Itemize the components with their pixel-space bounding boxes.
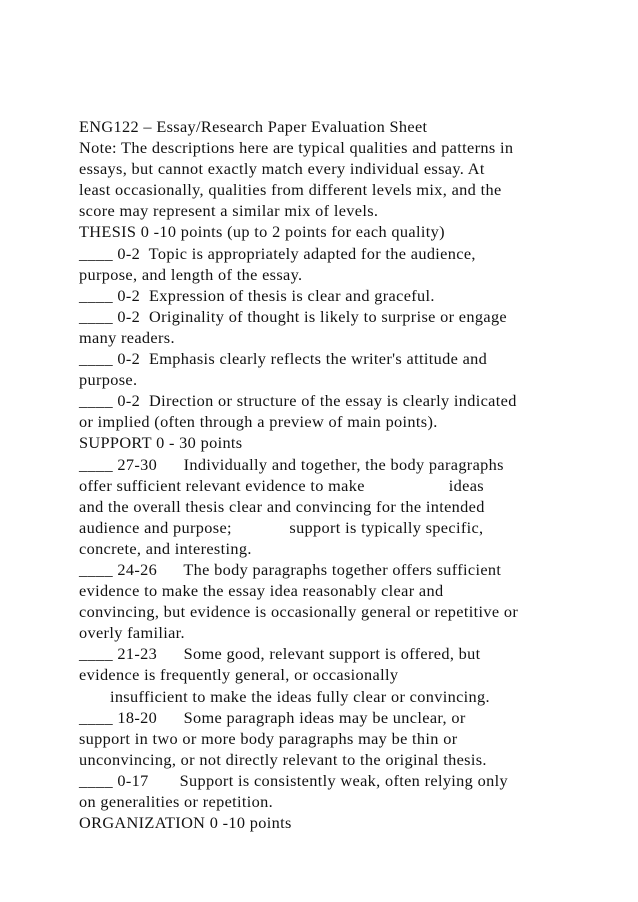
- criterion-line: ____ 0-2 Emphasis clearly reflects the writer's attitude and: [79, 349, 488, 369]
- document-body: [79, 116, 579, 833]
- criterion-line: ____ 21-23 Some good, relevant support is offered, but: [79, 644, 481, 664]
- criterion-line: unconvincing, or not directly relevant to the original thesis.: [79, 749, 487, 769]
- criterion-line: ____ 18-20 Some paragraph ideas may be unclear, or: [79, 707, 466, 727]
- note-line: least occasionally, qualities from different levels mix, and the: [79, 180, 502, 200]
- criterion-line: purpose, and length of the essay.: [79, 264, 303, 284]
- section-heading-thesis: THESIS 0 -10 points (up to 2 points for each quality): [79, 222, 445, 242]
- criterion-line: support in two or more body paragraphs may be thin or: [79, 728, 458, 748]
- criterion-line: audience and purpose; support is typically specific,: [79, 517, 484, 537]
- criterion-line: ____ 0-2 Topic is appropriately adapted for the audience,: [79, 243, 476, 263]
- criterion-line: ____ 0-2 Expression of thesis is clear and graceful.: [79, 285, 435, 305]
- criterion-line: purpose.: [79, 370, 138, 390]
- note-line: Note: The descriptions here are typical qualities and patterns in: [79, 138, 514, 158]
- document-title: ENG122 – Essay/Research Paper Evaluation Sheet: [79, 117, 428, 136]
- criterion-line: overly familiar.: [79, 623, 185, 643]
- criterion-line: concrete, and interesting.: [79, 538, 252, 558]
- criterion-line: ____ 0-17 Support is consistently weak, often relying only: [79, 770, 508, 790]
- criterion-line: convincing, but evidence is occasionally general or repetitive or: [79, 602, 519, 622]
- criterion-line: offer sufficient relevant evidence to make ideas: [79, 475, 484, 495]
- criterion-line: evidence to make the essay idea reasonably clear and: [79, 581, 444, 601]
- criterion-line: many readers.: [79, 327, 175, 347]
- section-heading-organization: ORGANIZATION 0 -10 points: [79, 813, 292, 833]
- criterion-line: or implied (often through a preview of main points).: [79, 412, 438, 432]
- criterion-line: ____ 24-26 The body paragraphs together offers sufficient: [79, 559, 502, 579]
- criterion-line: and the overall thesis clear and convincing for the intended: [79, 496, 485, 516]
- criterion-line: ____ 0-2 Direction or structure of the essay is clearly indicated: [79, 391, 517, 411]
- section-heading-support: SUPPORT 0 - 30 points: [79, 433, 243, 453]
- criterion-line: ____ 27-30 Individually and together, the body paragraphs: [79, 454, 504, 474]
- criterion-line: on generalities or repetition.: [79, 792, 274, 811]
- criterion-line: ____ 0-2 Originality of thought is likely to surprise or engage: [79, 306, 508, 326]
- note-line: score may represent a similar mix of levels.: [79, 201, 379, 221]
- note-line: essays, but cannot exactly match every individual essay. At: [79, 159, 485, 179]
- criterion-line: evidence is frequently general, or occasionally: [79, 665, 399, 685]
- criterion-line: insufficient to make the ideas fully clear or convincing.: [79, 686, 490, 706]
